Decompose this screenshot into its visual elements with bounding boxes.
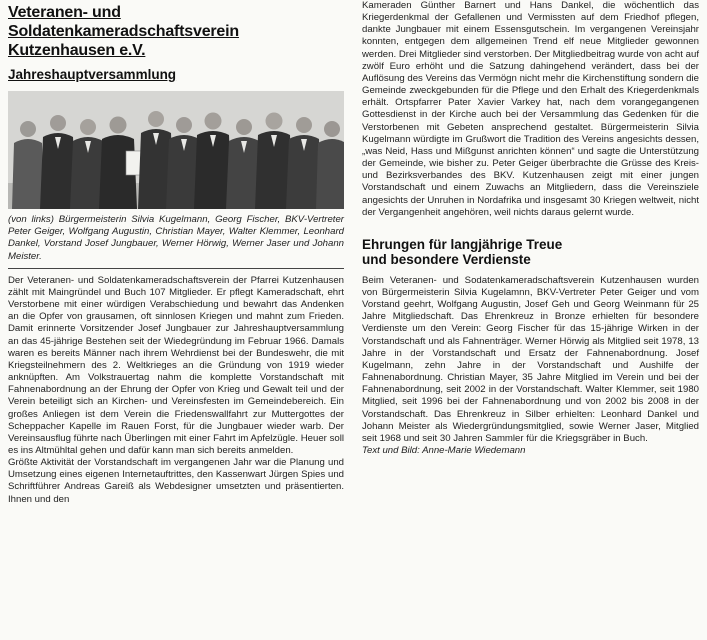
section-heading [362, 237, 699, 267]
left-paragraph-2: Größte Aktivität der Vorstandschaft im vergangenen Jahr war die Planung und Umsetzung eines eigenen Internetauftrittes, den Kassenwart Jürgen Spies und Schriftführer Andreas Gareiß als Webdesigner umsetzten und präsentierten. Ihnen und den [8, 457, 344, 505]
section-heading-line-1: Ehrungen für langjährige Treue [362, 236, 563, 252]
right-paragraph-1: Kameraden Günther Barnert und Hans Dankel, die wöchentlich das Kriegerdenkmal der Gefallenen und Vermissten auf dem Friedhof pflegen, dankte Jungbauer mit einem Essensgutschein. Im vergangenen Vereinsjahr konnten, entgegen dem allgemeinen Trend elf neue Mitglieder gewonnen werden. Drei Mitglieder sind verstorben. Der Mitgliedbeitrag wurde von acht auf zwölf Euro erhöht und die Satzung dahingehend verändert, dass bei der Auflösung des Vereins das Vermögn nicht mehr die Kirchenstiftung sondern die Gemeinde zweckgebunden für die Pflege und den Erhalt des Kriegerdenkmals erhält. Ortspfarrer Pater Xavier Varkey hat, nach dem vorangegangenen Gottesdienst in der Kirche auch bei der Versammlung das Gedenken für die Verstorbenen mit Gebeten ansprechend gestaltet. Bürgermeisterin Silvia Kugelmann würdigte im Grußwort die Tradition des Vereins angesichts dessen, „was Neid, Hass und Mißgunst anrichten können“ und sagte die Unterstützung der Gemeinde, wie bisher zu. Peter Geiger überbrachte die Grüsse des Kreis- und Bezirksverbandes des BKV. Kutzenhausen zeigt mit einer jungen Vorstandschaft und einem Zuwachs an Mitgliedern, dass die Vereinsziele angesichts der Unruhen in Nordafrika und insgesamt 30 Kriegen weltweit, nicht der Vergangenheit angehören, weil nichts daraus gelernt wurde. [362, 0, 699, 218]
title-line-3: Kutzenhausen e.V. [8, 42, 146, 59]
title-line-2: Soldatenkameradschaftsverein [8, 23, 239, 40]
left-paragraph-1: Der Veteranen- und Soldatenkameradschaftsverein der Pfarrei Kutzenhausen zählt mit Maingründel und Buch 107 Mitglieder. Er pflegt Kameradschaft, ehrt Verstorbene mit einer würdigen Verabschiedung und bewahrt das Andenken an die Opfer von grausamen, oft sinnlosen Kriegen und mahnt zum Frieden. Damit erinnerte Vorsitzender Josef Jungbauer zur Jahreshauptversammlung an das 45-jährige Bestehen seit der Wiedegründung im Februar 1966. Damals waren es bereits Männer nach ihrem Wehrdienst bei der Bundeswehr, die mit Kriegsteilnehmern des 2. Weltkrieges an die Gründung von 1919 wieder anknüpften. Am Volkstrauertag nahm die komplette Vorstandschaft mit Fahnenabordnung an der Ehrung der Opfer von Krieg und Gewalt teil und der Verein beteiligt sich an Kirchen- und Vereinsfesten im Gemeindebereich. Ein großes Anliegen ist dem Verein die Friedenswallfahrt zur Muttergottes der Scheppacher Kapelle im Rauen Forst, für die Jungbauer wieder warb. Der Vereinsausflug führte nach Überlingen mit einer Fahrt im Apfelzügle. Heuer soll es ins Altmühltal gehen und dafür kann man sich bereits anmelden. [8, 274, 344, 456]
article-credit: Text und Bild: Anne-Marie Wiedemann [362, 445, 526, 456]
right-paragraph-2: Beim Veteranen- und Sodatenkameradschaftsverein Kutzenhausen wurden von Bürgermeisterin Silvia Kugelamnn, BKV-Vertreter Peter Geiger und vom Vorstand geehrt, Wolfgang Augustin, Josef Geh und Georg Weinmann für 25 Jahre Mitgliedschaft. Das Ehrenkreuz in Bronze erhielten für besondere Verdienste um den Verein: Georg Fischer für das 15-jährige Wirken in der Vorstandschaft und als Fahnenträger. Werner Hörwig als Mitglied seit 1978, 13 Jahre in der Vorstandschaft und Ersatz der Fahnenabordnung. Josef Kugelmann, zehn Jahre in der Vorstandschaft und Aushilfe der Fahnenabordnung. Christian Mayer, 35 Jahre Mitglied im Verein und bei der Fahnenabordnung, seit 2002 in der Vorstandschaft. Walter Klemmer, seit 1980 Mitglied, seit 1996 bei der Fahnenabordnung und von 2002 bis 2008 in der Vorstandschaft. Das Ehrenkreuz in Silber erhielten: Leonhard Dankel und Johann Meister als Wiedergründungsmitglied, sowie Werner Jaser, Mitglied seit 1968 und seit 30 Jahren Sammler für die Kriegsgräber in Buch. [362, 274, 699, 444]
section-heading-line-2: und besondere Verdienste [362, 251, 531, 267]
article-title [8, 3, 344, 60]
photo-caption: (von links) Bürgermeisterin Silvia Kugelmann, Georg Fischer, BKV-Vertreter Peter Geiger, Wolfgang Augustin, Christian Mayer, Walter Klemmer, Leonhard Dankel, Vorstand Josef Jungbauer, Werner Hörwig, Werner Jaser und Johann Meister. [8, 214, 344, 262]
left-column [8, 0, 344, 506]
caption-divider [8, 268, 344, 269]
group-photo-illustration [8, 91, 344, 209]
title-line-1: Veteranen- und [8, 4, 121, 21]
right-column [362, 0, 699, 457]
article-subtitle: Jahreshauptversammlung [8, 67, 177, 82]
group-photo [8, 91, 344, 209]
